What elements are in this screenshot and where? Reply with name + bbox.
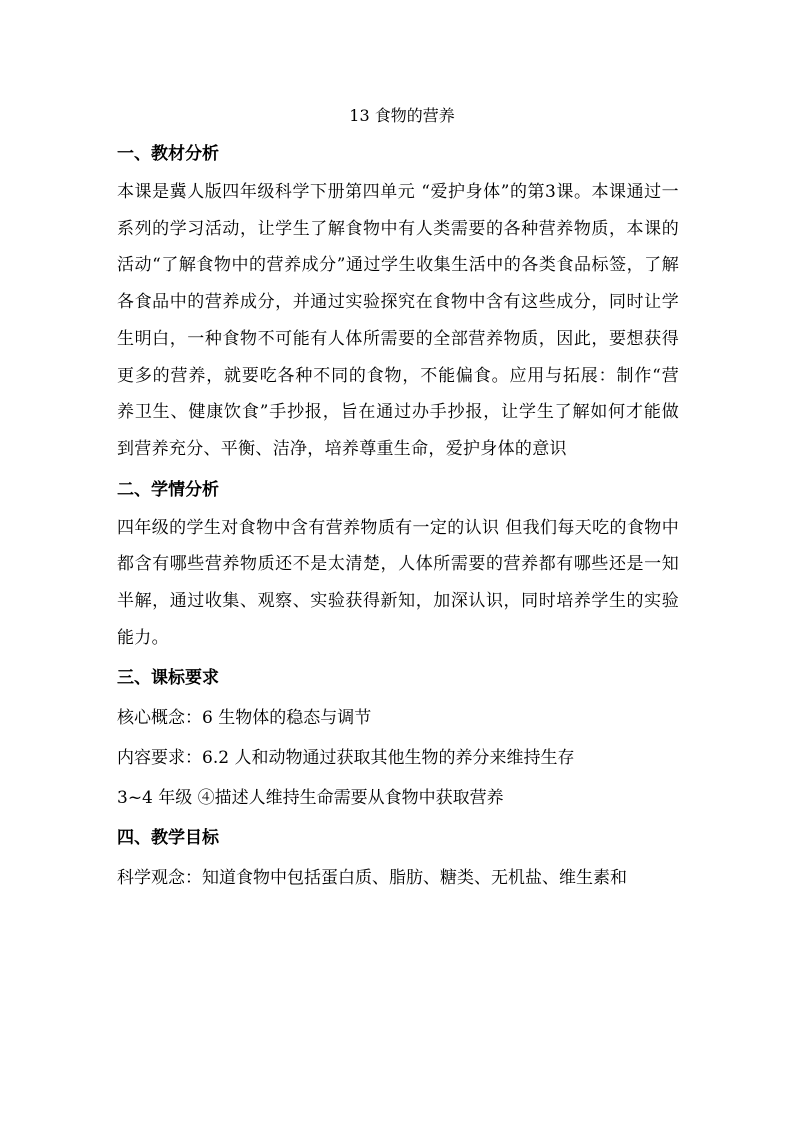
section-heading: 三、课标要求 (117, 668, 219, 689)
document-body (117, 98, 679, 898)
section-heading: 一、教材分析 (117, 144, 219, 164)
section-curriculum-requirements (117, 658, 679, 818)
document-title: 13 食物的营养 (349, 106, 455, 125)
content-requirement-line: 内容要求：6.2 人和动物通过获取其他生物的养分来维持生存 (117, 748, 575, 769)
core-concept-line: 核心概念：6 生物体的稳态与调节 (117, 708, 372, 729)
grade-requirement-line: 3~4 年级 ④描述人维持生命需要从食物中获取营养 (117, 788, 504, 809)
section-paragraph: 本课是冀人版四年级科学下册第四单元 “爱护身体”的第3课。本课通过一系列的学习活动，让学生了解食物中有人类需要的各种营养物质，本课的活动“了解食物中的营养成分”通过学生收集生活中的各类食品标签，了解各食品中的营养成分，并通过实验探究在食物中含有这些成分，同时让学生明白，一种食物不可能有人体所需要的全部营养物质，因此，要想获得更多的营养，就要吃各种不同的食物，不能偏食。应用与拓展：制作“营养卫生、健康饮食”手抄报，旨在通过办手抄报，让学生了解如何才能做到营养充分、平衡、洁净，培养尊重生命，爱护身体的意识 (117, 182, 679, 459)
section-teaching-objectives (117, 818, 679, 898)
section-learner-analysis (117, 470, 679, 657)
section-textbook-analysis (117, 134, 679, 468)
section-paragraph: 四年级的学生对食物中含有营养物质有一定的认识 但我们每天吃的食物中都含有哪些营养物质还不是太清楚，人体所需要的营养都有哪些还是一知半解，通过收集、观察、实验获得新知，加深认识，同时培养学生的实验能力。 (117, 517, 679, 648)
section-heading: 二、学情分析 (117, 479, 219, 500)
science-concept-line: 科学观念：知道食物中包括蛋白质、脂肪、糖类、无机盐、维生素和 (117, 868, 627, 889)
section-heading: 四、教学目标 (117, 828, 219, 849)
